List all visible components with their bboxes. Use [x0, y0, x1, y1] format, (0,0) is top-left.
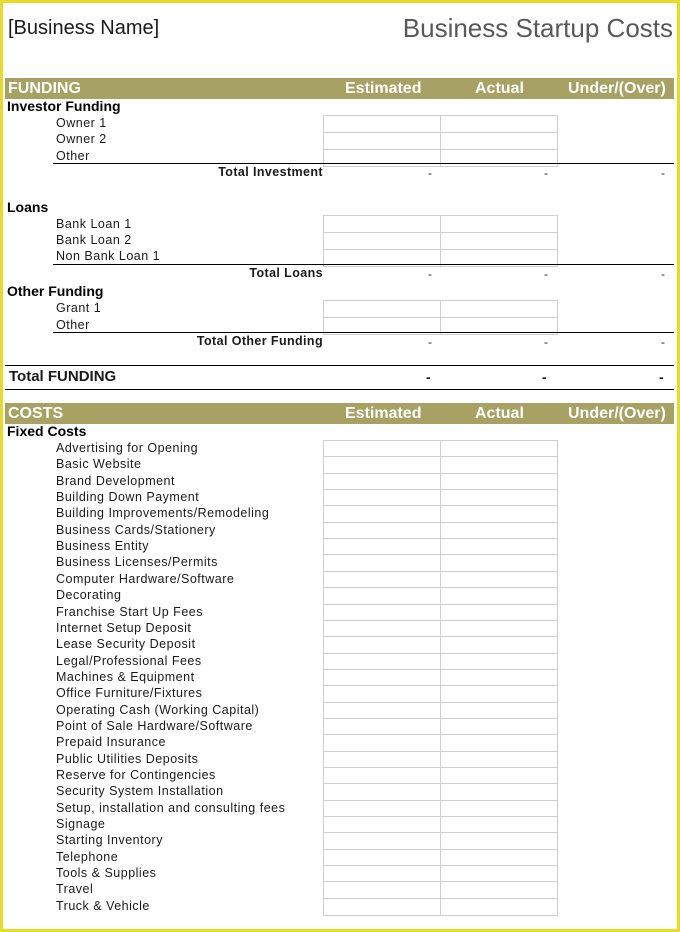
business-name[interactable]: [Business Name]: [8, 17, 160, 39]
cell-estimated[interactable]: [323, 522, 441, 540]
fixed-cost-item: Building Improvements/Remodeling: [56, 506, 270, 521]
cell-estimated[interactable]: [323, 620, 441, 638]
item-other: Other: [56, 318, 90, 332]
cell-actual[interactable]: [440, 440, 558, 458]
fixed-cost-item: Basic Website: [56, 457, 142, 472]
cell-estimated[interactable]: [323, 300, 441, 318]
cell-estimated[interactable]: [323, 653, 441, 671]
fixed-cost-item: Setup, installation and consulting fees: [56, 800, 286, 815]
cell-estimated[interactable]: [323, 604, 441, 622]
item-non-bank-loan-1: Non Bank Loan 1: [56, 249, 161, 263]
fixed-cost-item: Business Cards/Stationery: [56, 522, 216, 537]
cell-estimated[interactable]: [323, 816, 441, 834]
total-investment-label: Total Investment: [218, 165, 323, 179]
cell-estimated[interactable]: [323, 587, 441, 605]
divider: [53, 332, 674, 333]
total-other-funding-under-over: -: [661, 335, 665, 349]
col-estimated: Estimated: [345, 405, 422, 422]
cell-estimated[interactable]: [323, 800, 441, 818]
cell-actual[interactable]: [440, 653, 558, 671]
cell-actual[interactable]: [440, 554, 558, 572]
fixed-cost-item: Internet Setup Deposit: [56, 620, 192, 635]
fixed-cost-item: Building Down Payment: [56, 490, 200, 505]
fixed-cost-item: Machines & Equipment: [56, 669, 195, 684]
cell-estimated[interactable]: [323, 849, 441, 867]
fixed-cost-item: Operating Cash (Working Capital): [56, 702, 260, 717]
total-funding-under-over: -: [659, 369, 664, 385]
cell-estimated[interactable]: [323, 554, 441, 572]
fixed-cost-item: Public Utilities Deposits: [56, 751, 199, 766]
cell-actual[interactable]: [440, 300, 558, 318]
total-loans-estimated: -: [428, 267, 432, 281]
cell-actual[interactable]: [440, 816, 558, 834]
group-fixed-costs: Fixed Costs: [7, 423, 87, 439]
cell-actual[interactable]: [440, 898, 558, 916]
page-title: Business Startup Costs: [402, 13, 673, 43]
cell-actual[interactable]: [440, 767, 558, 785]
cell-estimated[interactable]: [323, 669, 441, 687]
cell-actual[interactable]: [440, 473, 558, 491]
cell-estimated[interactable]: [323, 538, 441, 556]
divider: [5, 389, 674, 390]
fixed-cost-item: Travel: [56, 882, 94, 897]
total-loans-label: Total Loans: [249, 266, 323, 280]
cell-estimated[interactable]: [323, 489, 441, 507]
item-grant-1: Grant 1: [56, 301, 102, 315]
divider: [53, 163, 674, 164]
cell-actual[interactable]: [440, 751, 558, 769]
group-other-funding: Other Funding: [7, 283, 104, 299]
cell-actual[interactable]: [440, 849, 558, 867]
cell-estimated[interactable]: [323, 734, 441, 752]
cell-estimated[interactable]: [323, 505, 441, 523]
cell-estimated[interactable]: [323, 881, 441, 899]
fixed-cost-item: Business Licenses/Permits: [56, 555, 218, 570]
fixed-cost-item: Prepaid Insurance: [56, 735, 166, 750]
cell-estimated[interactable]: [323, 783, 441, 801]
divider: [5, 365, 674, 366]
total-loans-actual: -: [544, 267, 548, 281]
cell-estimated[interactable]: [323, 456, 441, 474]
fixed-cost-item: Business Entity: [56, 539, 149, 554]
cell-actual[interactable]: [440, 215, 558, 233]
fixed-cost-item: Office Furniture/Fixtures: [56, 686, 203, 701]
cell-actual[interactable]: [440, 636, 558, 654]
total-other-funding-actual: -: [544, 335, 548, 349]
fixed-cost-item: Franchise Start Up Fees: [56, 604, 203, 619]
cell-actual[interactable]: [440, 881, 558, 899]
cell-actual[interactable]: [440, 232, 558, 250]
fixed-cost-item: Computer Hardware/Software: [56, 571, 235, 586]
funding-heading: FUNDING: [8, 80, 81, 97]
cell-estimated[interactable]: [323, 571, 441, 589]
cell-estimated[interactable]: [323, 232, 441, 250]
col-actual: Actual: [475, 80, 524, 97]
cell-actual[interactable]: [440, 456, 558, 474]
cell-actual[interactable]: [440, 489, 558, 507]
fixed-cost-item: Brand Development: [56, 473, 175, 488]
cell-actual[interactable]: [440, 718, 558, 736]
fixed-cost-item: Legal/Professional Fees: [56, 653, 202, 668]
cell-actual[interactable]: [440, 522, 558, 540]
cell-actual[interactable]: [440, 702, 558, 720]
fixed-cost-item: Truck & Vehicle: [56, 898, 150, 913]
item-owner-1: Owner 1: [56, 116, 107, 130]
cell-actual[interactable]: [440, 132, 558, 150]
total-investment-actual: -: [544, 166, 548, 180]
cell-estimated[interactable]: [323, 636, 441, 654]
cell-actual[interactable]: [440, 865, 558, 883]
col-actual: Actual: [475, 405, 524, 422]
cell-actual[interactable]: [440, 669, 558, 687]
total-other-funding-label: Total Other Funding: [196, 334, 323, 348]
cell-actual[interactable]: [440, 783, 558, 801]
item-bank-loan-2: Bank Loan 2: [56, 233, 132, 247]
group-loans: Loans: [7, 199, 49, 215]
fixed-cost-item: Lease Security Deposit: [56, 637, 196, 652]
fixed-cost-item: Decorating: [56, 588, 122, 603]
total-funding-actual: -: [542, 369, 547, 385]
fixed-cost-item: Point of Sale Hardware/Software: [56, 718, 253, 733]
cell-actual[interactable]: [440, 538, 558, 556]
fixed-cost-item: Telephone: [56, 849, 119, 864]
col-estimated: Estimated: [345, 80, 422, 97]
cell-actual[interactable]: [440, 685, 558, 703]
fixed-cost-item: Reserve for Contingencies: [56, 768, 216, 782]
cell-estimated[interactable]: [323, 115, 441, 133]
total-funding-label: Total FUNDING: [9, 368, 117, 385]
cell-estimated[interactable]: [323, 718, 441, 736]
cell-actual[interactable]: [440, 800, 558, 818]
total-investment-under-over: -: [661, 166, 665, 180]
cell-actual[interactable]: [440, 149, 558, 167]
funding-header-band: [5, 78, 674, 99]
cell-estimated[interactable]: [323, 898, 441, 916]
cell-estimated[interactable]: [323, 865, 441, 883]
cell-actual[interactable]: [440, 571, 558, 589]
cell-estimated[interactable]: [323, 473, 441, 491]
cell-actual[interactable]: [440, 505, 558, 523]
fixed-cost-item: Starting Inventory: [56, 833, 163, 848]
cell-estimated[interactable]: [323, 149, 441, 167]
cell-estimated[interactable]: [323, 832, 441, 850]
cell-actual[interactable]: [440, 832, 558, 850]
total-investment-estimated: -: [428, 166, 432, 180]
divider: [53, 264, 674, 265]
cell-actual[interactable]: [440, 115, 558, 133]
total-funding-estimated: -: [426, 369, 431, 385]
item-other: Other: [56, 149, 90, 163]
cell-estimated[interactable]: [323, 767, 441, 785]
cell-estimated[interactable]: [323, 132, 441, 150]
cell-estimated[interactable]: [323, 440, 441, 458]
costs-heading: COSTS: [8, 405, 64, 422]
group-investor-funding: Investor Funding: [7, 98, 121, 114]
cell-estimated[interactable]: [323, 685, 441, 703]
total-other-funding-estimated: -: [428, 335, 432, 349]
item-owner-2: Owner 2: [56, 132, 107, 146]
fixed-cost-item: Security System Installation: [56, 784, 224, 799]
cell-estimated[interactable]: [323, 215, 441, 233]
costs-header-band: [5, 403, 674, 424]
total-loans-under-over: -: [661, 267, 665, 281]
fixed-cost-item: Advertising for Opening: [56, 441, 199, 455]
cell-actual[interactable]: [440, 620, 558, 638]
item-bank-loan-1: Bank Loan 1: [56, 217, 132, 231]
cell-actual[interactable]: [440, 734, 558, 752]
cell-actual[interactable]: [440, 587, 558, 605]
cell-estimated[interactable]: [323, 751, 441, 769]
fixed-cost-item: Signage: [56, 817, 106, 832]
cell-actual[interactable]: [440, 604, 558, 622]
fixed-cost-item: Tools & Supplies: [56, 866, 157, 881]
cell-estimated[interactable]: [323, 702, 441, 720]
col-under-over: Under/(Over): [568, 405, 666, 422]
col-under-over: Under/(Over): [568, 80, 666, 97]
